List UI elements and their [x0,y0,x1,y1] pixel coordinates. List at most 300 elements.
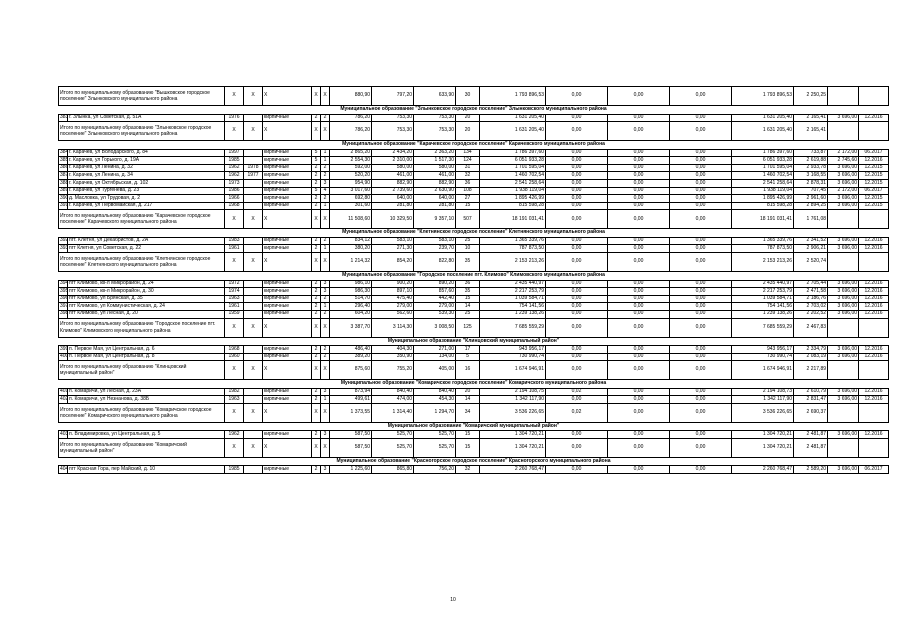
cell-date [859,403,889,422]
cell-f3: 0,00 [670,164,732,172]
cell-people: 32 [456,466,480,474]
cell-f4: 1 701 595,04 [732,164,794,172]
cell-area3: 583,10 [414,237,456,245]
table-row [59,310,889,318]
cell-people: 10 [456,245,480,253]
cell-cost: 1 793 896,53 [480,87,546,106]
cell-limit [828,361,859,380]
cell-people: 134 [456,149,480,157]
cell-area3: 134,00 [414,353,456,361]
cell-cost: 1 304 720,21 [480,431,546,439]
cell-number: 404 [60,466,69,473]
cell-number: 383 [60,114,69,121]
cell-address: пгт Климово, кв-л Микрорайон, д. 24 [68,280,225,288]
cell-number: 384 [60,149,69,156]
cell-year2 [244,280,263,288]
cell-date: 12.2015 [859,164,889,172]
cell-year: X [225,253,244,272]
cell-area3: 525,70 [414,438,456,457]
cell-date: 12.2016 [859,310,889,318]
cell-number: 386 [60,164,69,171]
cell-address: п. Комаричи, ул Лесная, д. 23А [68,388,225,396]
cell-area3: 2 363,20 [414,149,456,157]
cell-f3: 0,00 [670,288,732,296]
cell-c2: 2 [321,237,330,245]
cell-f3: 0,00 [670,318,732,337]
cell-year: X [225,210,244,229]
cell-f3: 0,00 [670,346,732,354]
cell-f2: 0,00 [608,195,670,203]
cell-limit: 3 696,00 [828,202,859,210]
cell-people: 32 [456,172,480,180]
cell-year: 1963 [225,396,244,404]
cell-cost: 2 435 440,97 [480,280,546,288]
cell-year: 1985 [225,157,244,165]
cell-wall: кирпичные [263,346,312,354]
cell-people: 15 [456,431,480,439]
table-row [59,466,889,474]
cell-f4: 2 260 768,47 [732,466,794,474]
cell-f3: 0,00 [670,388,732,396]
cell-limit: 2 172,00 [828,149,859,157]
cell-date: 12.2016 [859,280,889,288]
cell-f4: 1 342 117,90 [732,396,794,404]
subtotal-row [59,361,889,380]
cell-area1: 587,50 [330,431,372,439]
cell-year2 [244,388,263,396]
cell-f3: 0,00 [670,237,732,245]
cell-c1: 5 [312,149,321,157]
cell-year: 1966 [225,195,244,203]
cell-c1: X [312,122,321,141]
cell-c2: 3 [321,288,330,296]
cell-wall: кирпичные [263,195,312,203]
cell-c1: 2 [312,202,321,210]
cell-date [859,122,889,141]
cell-number: 389 [60,187,69,194]
cell-area2: 753,30 [372,114,414,122]
cell-f3: 0,00 [670,195,732,203]
cell-f4: 815 598,28 [732,202,794,210]
cell-address: пгт. Клетня, ул Декабристов, д. 2А [68,237,225,245]
cell-f4: 1 786 397,60 [732,149,794,157]
cell-cost: 1 786 397,60 [480,149,546,157]
cell-wall: кирпичные [263,114,312,122]
section-heading: Муниципальное образование "Злынковское городское поселение" Злынковского муниципального района [59,106,889,115]
cell-c1: X [312,318,321,337]
cell-area2: 3 114,30 [372,318,414,337]
cell-area2: 897,10 [372,288,414,296]
cell-area2: 865,80 [372,466,414,474]
cell-unit: 2 471,58 [794,288,828,296]
cell-limit: 3 696,00 [828,310,859,318]
cell-area2: 525,70 [372,438,414,457]
subtotal-row [59,318,889,337]
cell-f1: 0,00 [546,346,608,354]
cell-date: 12.2016 [859,303,889,311]
cell-f1: 0,00 [546,361,608,380]
section-heading: Муниципальное образование "Комаричское городское поселение" Комаричского муниципального района [59,380,889,389]
subtotal-label: Итого по муниципальному образованию "Вышковское городское поселение" Злынковского муниципального района [59,87,225,106]
cell-year2: X [244,122,263,141]
cell-f2: 0,00 [608,122,670,141]
section-heading-row [59,457,889,466]
cell-area3: 525,70 [414,431,456,439]
cell-year2 [244,149,263,157]
cell-address: г. Карачев, ул Володарского, д. 84 [68,149,225,157]
cell-unit: 2 705,44 [794,280,828,288]
cell-cost: 2 153 213,26 [480,253,546,272]
cell-area2: 900,20 [372,280,414,288]
cell-area2: 640,00 [372,195,414,203]
cell-date: 12.2016 [859,237,889,245]
cell-f4: 1 895 426,99 [732,195,794,203]
cell-people: 27 [456,195,480,203]
cell-year2 [244,195,263,203]
cell-wall: кирпичные [263,353,312,361]
cell-c1: 5 [312,187,321,195]
cell-cost: 2 260 768,47 [480,466,546,474]
cell-year: 1962 [225,431,244,439]
cell-year2: X [244,253,263,272]
cell-area2: 461,00 [372,172,414,180]
cell-c2: 4 [321,187,330,195]
cell-area3: 640,00 [414,195,456,203]
cell-c2: 1 [321,245,330,253]
cell-year: 1997 [225,149,244,157]
cell-year: 1968 [225,346,244,354]
cell-unit: 2 481,87 [794,438,828,457]
cell-cost: 1 039 584,71 [480,295,546,303]
cell-unit: 2 083,19 [794,353,828,361]
cell-f3: 0,00 [670,157,732,165]
cell-wall: X [263,403,312,422]
cell-wall: кирпичные [263,396,312,404]
cell-c1: 2 [312,388,321,396]
cell-area1: 834,12 [330,237,372,245]
cell-people: 35 [456,253,480,272]
cell-people: 507 [456,210,480,229]
cell-people: 15 [456,202,480,210]
cell-f1: 0,02 [546,388,608,396]
cell-c2: 2 [321,164,330,172]
cell-year2 [244,187,263,195]
cell-date: 12.2015 [859,172,889,180]
cell-date: 12.2016 [859,396,889,404]
cell-f3: 0,00 [670,187,732,195]
cell-people: 25 [456,237,480,245]
cell-date [859,253,889,272]
cell-unit: 2 690,37 [794,403,828,422]
cell-f4: 2 194 108,73 [732,388,794,396]
cell-f2: 0,00 [608,149,670,157]
cell-year: 1976 [225,114,244,122]
cell-f4: 2 435 440,97 [732,280,794,288]
cell-limit: 3 696,00 [828,353,859,361]
cell-cost: 2 217 253,79 [480,288,546,296]
cell-area2: 2 434,20 [372,149,414,157]
cell-area2: 583,10 [372,237,414,245]
cell-wall: кирпичные [263,303,312,311]
cell-wall: кирпичные [263,431,312,439]
cell-year2 [244,237,263,245]
cell-f3: 0,00 [670,245,732,253]
cell-f1: 0,00 [546,122,608,141]
cell-limit: 3 696,00 [828,179,859,187]
cell-cost: 815 598,28 [480,202,546,210]
cell-limit: 3 696,00 [828,164,859,172]
cell-f2: 0,00 [608,310,670,318]
cell-area2: 1 314,40 [372,403,414,422]
cell-c2: 2 [321,195,330,203]
cell-c2: 1 [321,157,330,165]
cell-area1: 587,50 [330,438,372,457]
cell-number: 391 [60,202,69,209]
cell-year: 1985 [225,466,244,474]
cell-cost: 1 631 205,40 [480,122,546,141]
cell-address: г. Карачев, ул Горького, д. 19А [68,157,225,165]
cell-people: 17 [456,346,480,354]
cell-year: X [225,403,244,422]
cell-area1: 1 373,55 [330,403,372,422]
cell-f2: 0,00 [608,403,670,422]
cell-area2: 281,80 [372,202,414,210]
cell-cost: 1 304 720,21 [480,438,546,457]
cell-f2: 0,00 [608,346,670,354]
cell-year: 1983 [225,237,244,245]
cell-c2: X [321,253,330,272]
cell-number: 396 [60,295,69,302]
subtotal-label: Итого по муниципальному образованию "Комаричское городское поселение" Комаричского муниципального района [59,403,225,422]
cell-c1: X [312,210,321,229]
cell-f2: 0,00 [608,172,670,180]
cell-area1: 786,20 [330,122,372,141]
cell-f2: 0,00 [608,318,670,337]
subtotal-row [59,87,889,106]
cell-cost: 1 938 119,04 [480,187,546,195]
cell-address: г. Карачев, ул Тургенева, д. 23 [68,187,225,195]
table-row [59,353,889,361]
cell-area3: 1 294,70 [414,403,456,422]
cell-year: 1968 [225,202,244,210]
cell-f4: 2 153 213,26 [732,253,794,272]
cell-f3: 0,00 [670,210,732,229]
cell-f4: 6 051 933,28 [732,157,794,165]
cell-c1: 2 [312,466,321,474]
cell-cost: 1 674 946,91 [480,361,546,380]
cell-limit [828,253,859,272]
cell-year2: 1978 [244,164,263,172]
cell-year: 1961 [225,303,244,311]
cell-year2 [244,310,263,318]
cell-area1: 954,90 [330,179,372,187]
cell-c1: 2 [312,245,321,253]
cell-people: 124 [456,157,480,165]
cell-c2: 1 [321,149,330,157]
cell-wall: кирпичные [263,237,312,245]
cell-c2: 1 [321,202,330,210]
cell-f3: 0,00 [670,431,732,439]
cell-year2: X [244,361,263,380]
section-heading-row [59,337,889,346]
cell-f2: 0,00 [608,466,670,474]
cell-area2: 580,00 [372,164,414,172]
cell-c2: 3 [321,179,330,187]
subtotal-label: Итого по муниципальному образованию "Клетнянское городское поселение" Клетнянского муниципального района [59,253,225,272]
cell-f2: 0,00 [608,303,670,311]
table-row [59,179,889,187]
cell-area2: 525,70 [372,431,414,439]
cell-unit: 2 520,74 [794,253,828,272]
cell-area2: 475,40 [372,295,414,303]
cell-area1: 986,30 [330,288,372,296]
cell-f2: 0,00 [608,245,670,253]
cell-f3: 0,00 [670,179,732,187]
cell-year2 [244,179,263,187]
cell-f2: 0,00 [608,179,670,187]
subtotal-label: Итого по муниципальному образованию "Комаричский муниципальный район" [59,438,225,457]
cell-people: 16 [456,361,480,380]
cell-date: 06.2017 [859,466,889,474]
cell-c2: X [321,318,330,337]
cell-f3: 0,00 [670,361,732,380]
subtotal-row [59,403,889,422]
cell-date: 06.2017 [859,149,889,157]
cell-year: 1982 [225,388,244,396]
cell-people: 15 [456,295,480,303]
cell-c1: 2 [312,195,321,203]
cell-number: 403 [60,430,69,437]
cell-year2: X [244,403,263,422]
cell-c2: 3 [321,466,330,474]
cell-f1: 0,00 [546,202,608,210]
cell-area1: 604,20 [330,310,372,318]
cell-area1: 11 508,60 [330,210,372,229]
cell-f3: 0,00 [670,303,732,311]
cell-year2 [244,295,263,303]
cell-number: 388 [60,179,69,186]
cell-f1: 0,00 [546,438,608,457]
cell-area1: 380,20 [330,245,372,253]
cell-year: 1986 [225,187,244,195]
cell-number: 392 [60,237,69,244]
cell-wall: кирпичные [263,388,312,396]
cell-c2: 3 [321,280,330,288]
cell-f1: 0,00 [546,157,608,165]
cell-c1: 2 [312,310,321,318]
cell-wall: кирпичные [263,164,312,172]
cell-date: 12.2016 [859,114,889,122]
cell-number: 390 [60,194,69,201]
cell-f3: 0,00 [670,202,732,210]
cell-c2: 3 [321,431,330,439]
cell-f3: 0,00 [670,396,732,404]
section-heading: Муниципальное образование "Клетнянское городское поселение" Клетнянского муниципального района [59,229,889,238]
cell-area1: 986,10 [330,280,372,288]
cell-address: п. Владимировка, ул Центральная, д. 5 [68,431,225,439]
cell-people: 20 [456,388,480,396]
cell-year2 [244,157,263,165]
cell-wall: кирпичные [263,202,312,210]
cell-limit: 3 696,00 [828,245,859,253]
cell-limit: 3 696,00 [828,303,859,311]
cell-limit: 2 172,00 [828,187,859,195]
cell-area3: 840,40 [414,388,456,396]
cell-people: 36 [456,280,480,288]
cell-f2: 0,00 [608,237,670,245]
cell-area3: 539,30 [414,310,456,318]
subtotal-label: Итого по муниципальному образованию "Городское поселение пгт. Климово" Климовского муниципального района [59,318,225,337]
cell-cost: 730 990,74 [480,353,546,361]
cell-date [859,361,889,380]
table-row [59,114,889,122]
cell-f4: 730 990,74 [732,353,794,361]
cell-f1: 0,00 [546,466,608,474]
cell-f4: 1 304 720,21 [732,438,794,457]
cell-limit: 2 745,60 [828,157,859,165]
cell-area1: 873,94 [330,388,372,396]
page-number: 10 [450,597,456,603]
cell-f4: 1 631 205,40 [732,122,794,141]
cell-c2: 2 [321,310,330,318]
table-row [59,346,889,354]
cell-f1: 0,00 [546,280,608,288]
cell-limit: 3 696,00 [828,295,859,303]
cell-cost: 1 342 117,90 [480,396,546,404]
cell-people: 34 [456,403,480,422]
section-heading: Муниципальное образование "Клинцовский муниципальный район" [59,337,889,346]
cell-people: 31 [456,164,480,172]
cell-c1: X [312,403,321,422]
cell-limit: 3 696,00 [828,172,859,180]
cell-f1: 0,00 [546,149,608,157]
cell-people: 36 [456,179,480,187]
section-heading-row [59,106,889,115]
cell-cost: 2 541 258,64 [480,179,546,187]
cell-f1: 0,00 [546,187,608,195]
cell-area3: 271,00 [414,346,456,354]
cell-unit: 2 165,41 [794,122,828,141]
cell-f2: 0,00 [608,388,670,396]
cell-year2: X [244,87,263,106]
cell-date: 12.2016 [859,431,889,439]
cell-wall: кирпичные [263,466,312,474]
cell-year2 [244,431,263,439]
cell-limit [828,210,859,229]
cell-c1: 2 [312,172,321,180]
cell-f4: 1 674 946,91 [732,361,794,380]
cell-cost: 754 141,56 [480,303,546,311]
cell-f4: 3 536 226,65 [732,403,794,422]
cell-f1: 0,00 [546,179,608,187]
cell-area3: 580,00 [414,164,456,172]
cell-f4: 1 793 896,53 [732,87,794,106]
cell-cost: 1 365 339,76 [480,237,546,245]
cell-area2: 2 310,00 [372,157,414,165]
cell-f1: 0,00 [546,353,608,361]
cell-year2 [244,202,263,210]
cell-c1: X [312,361,321,380]
cell-area1: 2 865,20 [330,149,372,157]
cell-f1: 0,00 [546,396,608,404]
cell-people: 35 [456,288,480,296]
cell-limit: 3 696,00 [828,288,859,296]
cell-c2: 2 [321,295,330,303]
cell-f2: 0,00 [608,280,670,288]
cell-f1: 0,00 [546,114,608,122]
cell-area3: 753,30 [414,114,456,122]
section-heading: Муниципальное образование "Красногорское городское поселение" Красногорского муниципального района [59,457,889,466]
